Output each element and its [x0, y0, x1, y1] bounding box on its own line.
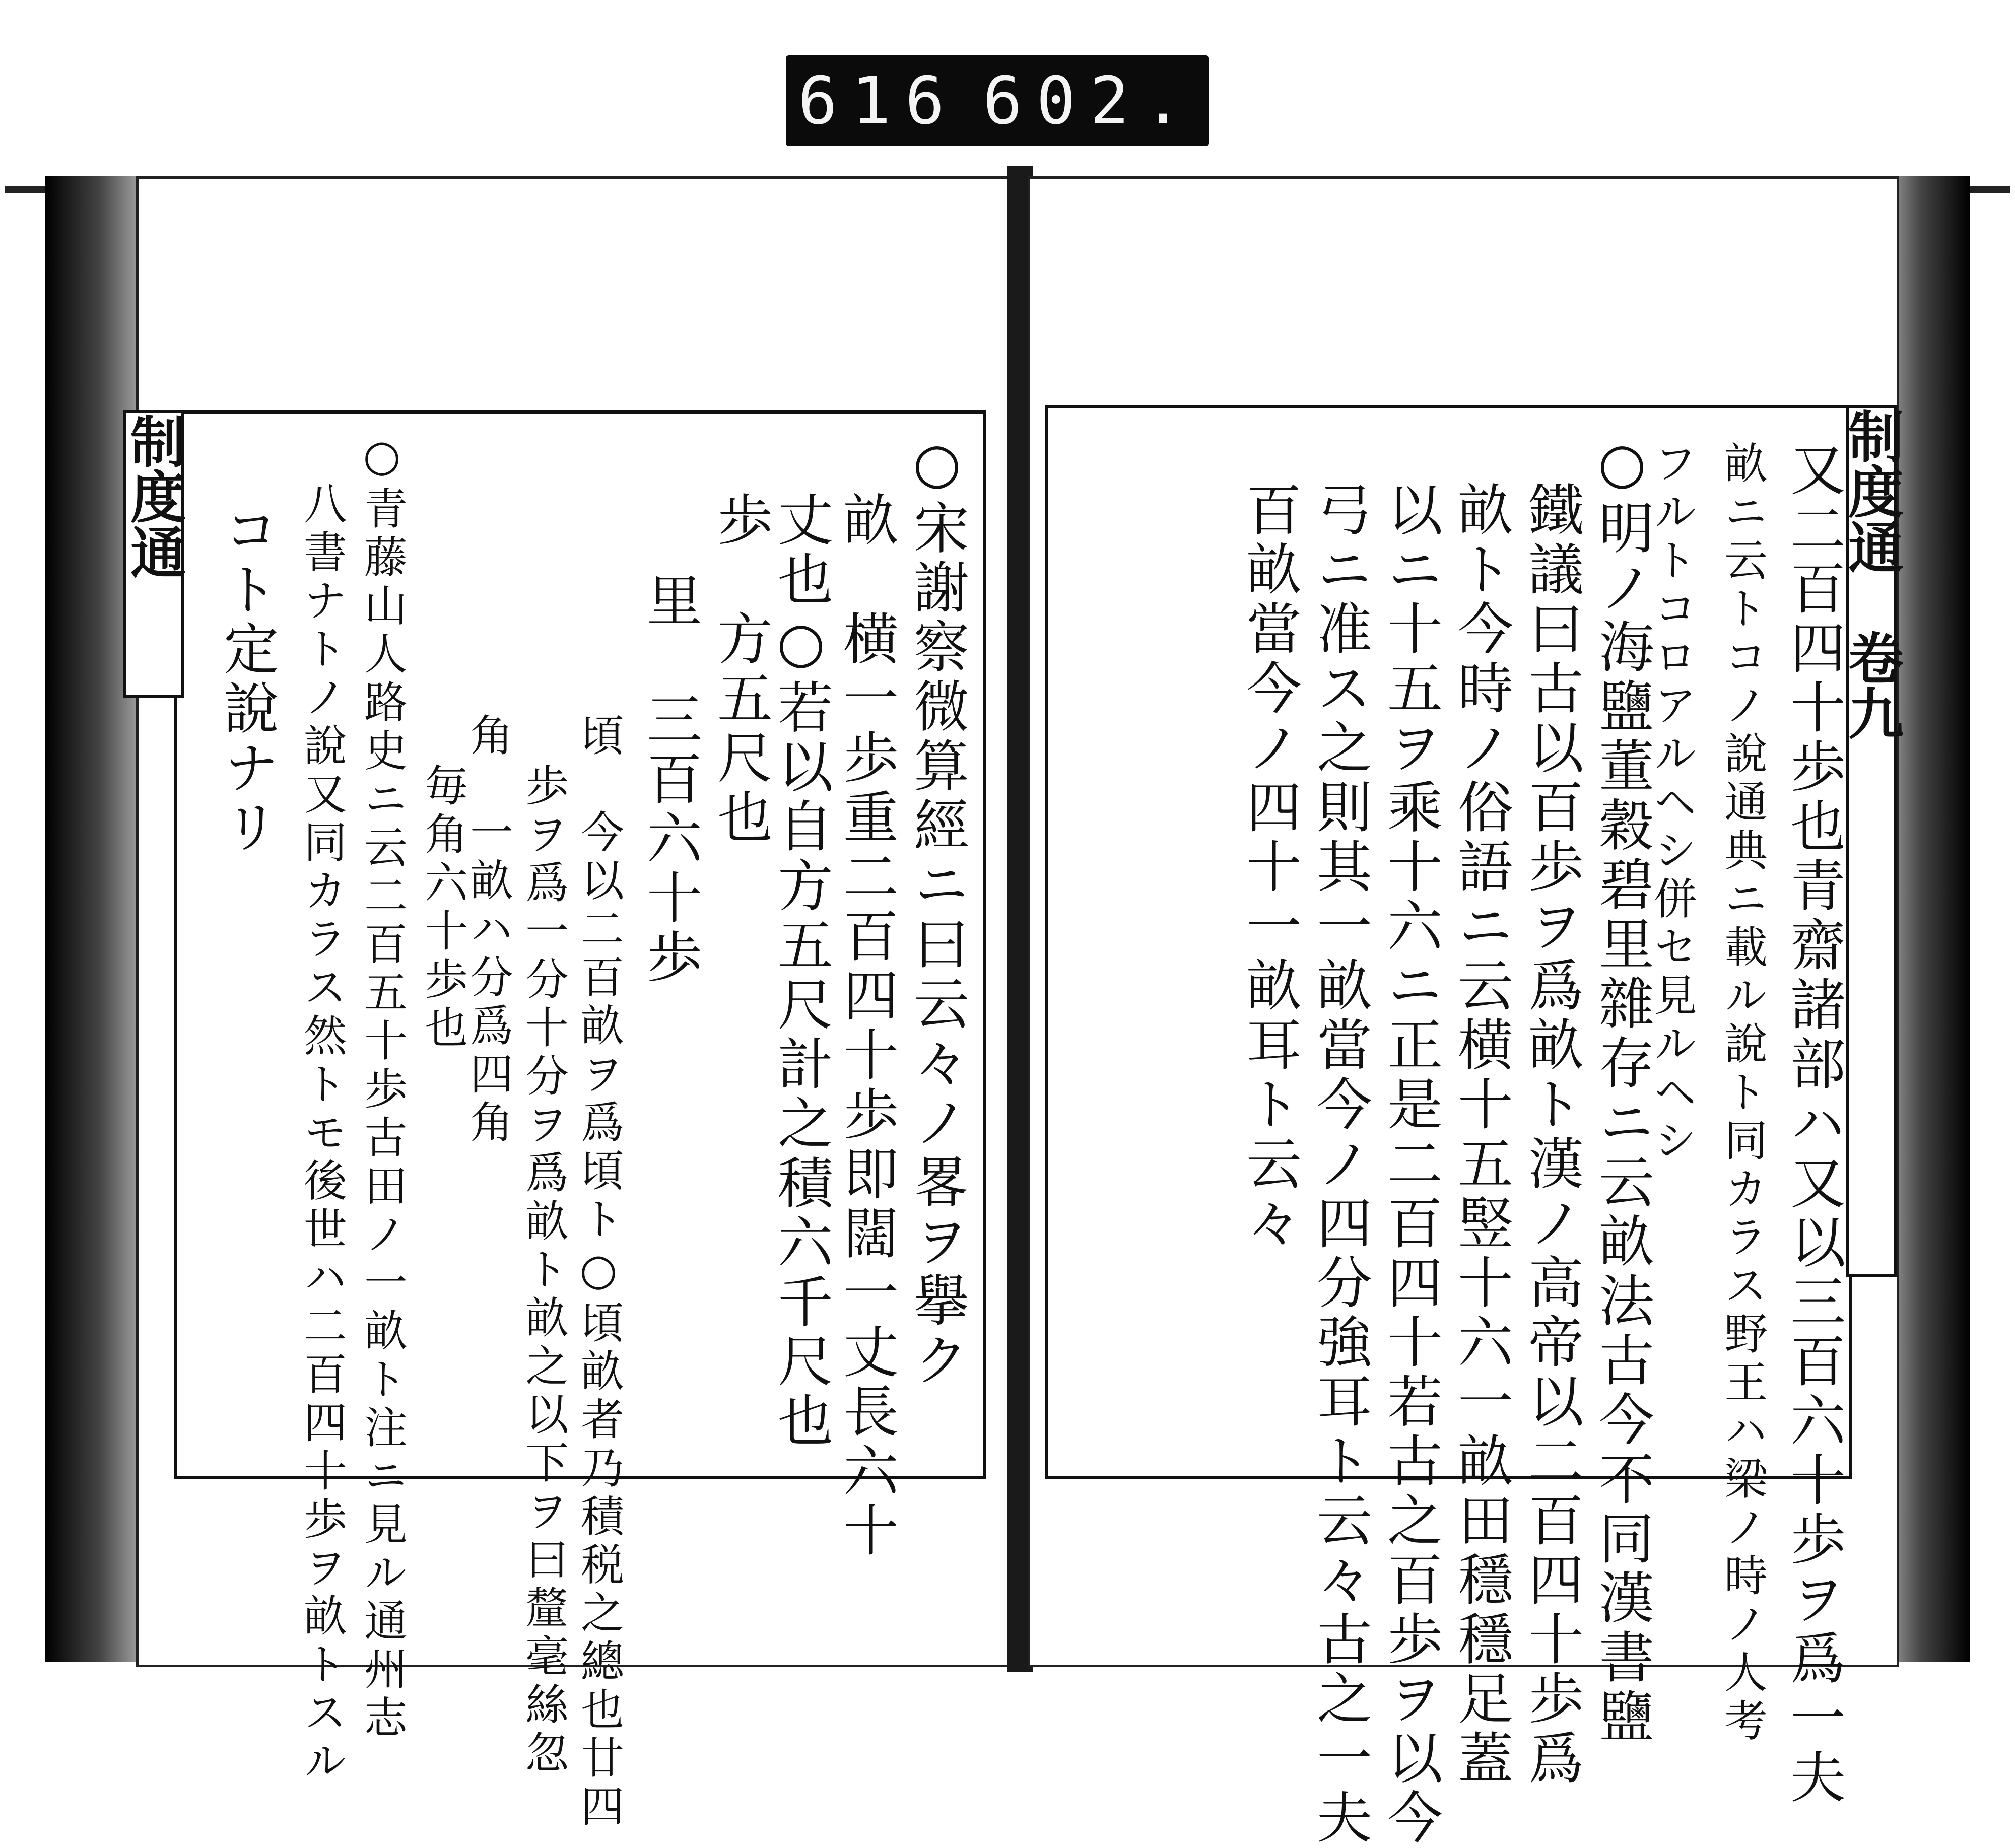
left-column-3: 丈也○若以自方五尺計之積六千尺也	[769, 491, 833, 1451]
catalog-number-left: 616	[798, 62, 959, 139]
left-column-12: コト定說ナリ	[215, 501, 279, 858]
catalog-label-plate	[786, 55, 1209, 146]
left-column-8: 角 一畝ハ分爲四角	[462, 713, 513, 1148]
left-column-7: 歩ヲ爲一分十分ヲ爲畝ト畝之以下ヲ曰釐毫絲忽	[518, 763, 568, 1778]
left-column-4: 歩 方五尺也	[708, 491, 773, 848]
right-column-3: フルトコロアルヘシ併セ見ルヘシ	[1646, 441, 1697, 1166]
right-column-6: 畝ト今時ノ俗語ニ云横十五竪十六一畝田穩穩足蓋	[1449, 481, 1513, 1789]
right-column-4: ○明ノ海鹽董穀碧里雜存ニ云畝法古今不同漢書鹽	[1590, 431, 1654, 1747]
left-column-9: 毎角六十歩也	[417, 763, 467, 1053]
right-page	[1028, 176, 1904, 1848]
right-column-5: 鐵議曰古以百歩ヲ爲畝ト漢ノ高帝以二百四十歩爲	[1519, 481, 1584, 1789]
right-side-tab-label: 制度通 卷九	[1839, 408, 1904, 740]
left-column-10: ○青藤山人路史ニ云二百五十歩古田ノ一畝ト注ニ見ル通州志	[357, 431, 407, 1743]
left-column-11: 八書ナトノ說又同カラス然トモ後世ハ二百四十歩ヲ畝トスル	[296, 481, 347, 1787]
right-column-8: 弓ニ准ス之則其一畝當今ノ四分強耳ト云々古之一夫	[1308, 481, 1372, 1848]
left-side-tab	[123, 410, 184, 698]
left-column-6: 頃 今以二百畝ヲ爲頃ト○頃畝者乃積税之總也廿四	[573, 713, 624, 1832]
left-column-1: ○宋謝察微算經ニ曰云々ノ畧ヲ擧ク	[905, 431, 969, 1391]
left-column-5: 里 三百六十歩	[638, 572, 702, 988]
left-column-2: 畝 横一歩重二百四十歩即闊一丈長六十	[834, 491, 899, 1561]
right-column-1: 又二百四十歩也青齋諸部ハ又以三百六十歩ヲ爲一夫	[1781, 441, 1846, 1808]
right-column-9: 百畝當今ノ四十一畝耳ト云々	[1237, 481, 1302, 1254]
right-column-2: 畝ニ云トコノ說通典ニ載ル說ト同カラス野王ハ梁ノ時ノ人考	[1717, 441, 1767, 1746]
open-book	[5, 166, 2010, 1848]
left-page	[121, 176, 1018, 1832]
left-side-tab-label: 制度通	[121, 413, 186, 579]
catalog-number-right: 602.	[982, 62, 1197, 139]
right-column-7: 以ニ十五ヲ乘十六ニ正是二百四十若古之百歩ヲ以今	[1378, 481, 1443, 1848]
right-side-tab	[1839, 405, 1904, 1277]
left-fore-edge-shadow	[45, 176, 136, 1662]
right-fore-edge-shadow	[1889, 176, 1970, 1662]
